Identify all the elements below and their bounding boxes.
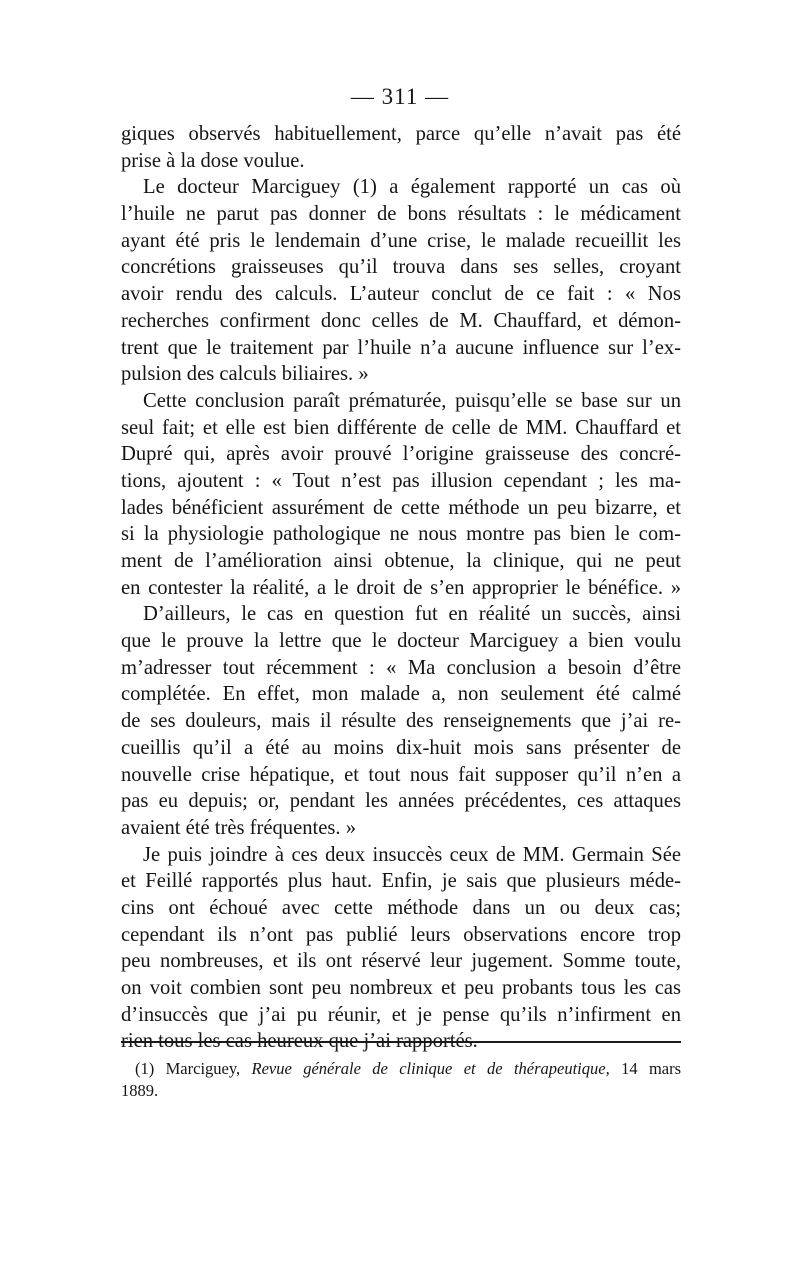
footnote-date: 14 mars <box>621 1059 682 1078</box>
text-line: prise à la dose voulue. <box>121 149 305 172</box>
footnote-journal: Revue générale de clinique et de thérapeutique, <box>251 1059 610 1078</box>
text-line: avaient été très fréquentes. » <box>121 816 356 839</box>
text-line: complétée. En effet, mon malade a, non seulement été calmé <box>121 683 681 706</box>
text-line: pulsion des calculs biliaires. » <box>121 363 369 386</box>
text-line: que le prouve la lettre que le docteur Marciguey a bien voulu <box>121 630 681 653</box>
text-line: avoir rendu des calculs. L’auteur conclut de ce fait : « Nos <box>121 283 681 306</box>
text-line: d’insuccès que j’ai pu réunir, et je pense qu’ils n’infirment en <box>121 1003 681 1026</box>
text-line: rien tous les cas heureux que j’ai rapportés. <box>121 1030 478 1053</box>
text-line: tions, ajoutent : « Tout n’est pas illusion cependant ; les ma- <box>121 469 681 492</box>
text-line: lades bénéficient assurément de cette méthode un peu bizarre, et <box>121 496 681 519</box>
text-line: ment de l’amélioration ainsi obtenue, la clinique, qui ne peut <box>121 550 681 572</box>
text-line: trent que le traitement par l’huile n’a aucune influence sur l’ex- <box>121 336 681 359</box>
footnote-line-2: 1889. <box>121 1081 159 1100</box>
text-line: on voit combien sont peu nombreux et peu probants tous les cas <box>121 977 681 999</box>
text-line: Cette conclusion paraît prématurée, puisqu’elle se base sur un <box>143 389 681 412</box>
text-line: cependant ils n’ont pas publié leurs observations encore trop <box>121 923 681 946</box>
text-line: concrétions graisseuses qu’il trouva dans ses selles, croyant <box>121 256 681 279</box>
text-line: en contester la réalité, a le droit de s’en approprier le bénéfice. » <box>121 576 681 599</box>
text-line: Je puis joindre à ces deux insuccès ceux de MM. Germain Sée <box>143 843 681 866</box>
text-line: et Feillé rapportés plus haut. Enfin, je sais que plusieurs méde- <box>121 870 681 893</box>
text-line: peu nombreuses, et ils ont réservé leur jugement. Somme toute, <box>121 950 681 973</box>
text-line: giques observés habituellement, parce qu’elle n’avait pas été <box>121 123 681 145</box>
text-line: D’ailleurs, le cas en question fut en réalité un succès, ainsi <box>143 603 681 626</box>
footnote-author: Marciguey, <box>165 1059 241 1078</box>
text-line: cins ont échoué avec cette méthode dans un ou deux cas; <box>121 896 681 919</box>
text-line: cueillis qu’il a été au moins dix-huit mois sans présenter de <box>121 736 681 759</box>
text-line: nouvelle crise hépatique, et tout nous fait supposer qu’il n’en a <box>121 763 681 786</box>
text-line: si la physiologie pathologique ne nous montre pas bien le com- <box>121 523 681 546</box>
footnote-line-1 <box>121 1058 681 1080</box>
body-text <box>121 121 681 1055</box>
footnote-marker: (1) <box>135 1059 155 1078</box>
text-line: seul fait; et elle est bien différente de celle de MM. Chauffard et <box>121 416 681 439</box>
text-line: m’adresser tout récemment : « Ma conclusion a besoin d’être <box>121 656 681 679</box>
footnote-separator-rule <box>121 1041 681 1043</box>
text-line: pas eu depuis; or, pendant les années précédentes, ces attaques <box>121 790 681 813</box>
page-number: — 311 — <box>350 84 450 109</box>
text-line: recherches confirment donc celles de M. Chauffard, et démon- <box>121 309 681 332</box>
footnote <box>121 1058 681 1102</box>
text-line: de ses douleurs, mais il résulte des renseignements que j’ai re- <box>121 710 681 733</box>
text-line: l’huile ne parut pas donner de bons résultats : le médicament <box>121 203 681 226</box>
text-line: Le docteur Marciguey (1) a également rapporté un cas où <box>143 176 681 199</box>
text-line: ayant été pris le lendemain d’une crise, le malade recueillit les <box>121 229 681 252</box>
text-line: Dupré qui, après avoir prouvé l’origine graisseuse des concré- <box>121 443 681 466</box>
